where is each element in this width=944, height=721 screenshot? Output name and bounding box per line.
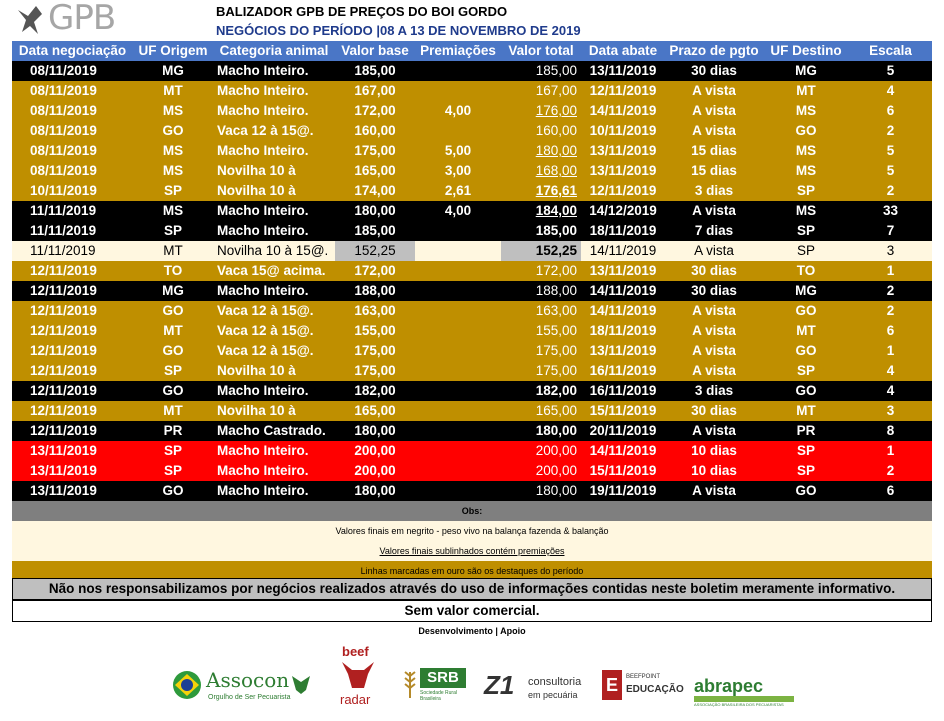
column-header: Data abate [581,41,665,61]
wheat-icon [402,668,418,700]
table-row [12,161,932,181]
scale-cell: 7 [849,221,932,241]
category-cell: Novilha 10 à [213,161,335,181]
disclaimer: Não nos responsabilizamos por negócios realizados através do uso de informações contidas neste boletim meramente informativo. [12,578,932,600]
column-header: Valor base [335,41,415,61]
date-cell: 12/11/2019 [12,301,133,321]
table-row [12,441,932,461]
total-value-cell: 176,61 [501,181,581,201]
table-row [12,381,932,401]
base-value-cell: 165,00 [335,161,415,181]
base-value-cell: 180,00 [335,421,415,441]
category-cell: Vaca 15@ acima. [213,261,335,281]
base-value-cell: 175,00 [335,141,415,161]
base-value-cell: 174,00 [335,181,415,201]
scale-cell: 3 [849,401,932,421]
scale-cell: 5 [849,141,932,161]
table-row [12,301,932,321]
uf-origin-cell: TO [133,261,213,281]
table-row [12,481,932,501]
payment-term-cell: 30 dias [665,401,763,421]
bull-head-icon [290,672,312,694]
logo-text: GPB [48,0,116,38]
payment-term-cell: A vista [665,101,763,121]
category-cell: Macho Inteiro. [213,461,335,481]
scale-cell: 5 [849,61,932,81]
payment-term-cell: A vista [665,201,763,221]
table-row [12,61,932,81]
uf-origin-cell: MS [133,161,213,181]
premium-cell [415,381,501,401]
uf-destination-cell: GO [763,121,849,141]
total-value-cell: 168,00 [501,161,581,181]
slaughter-date-cell: 12/11/2019 [581,81,665,101]
date-cell: 12/11/2019 [12,341,133,361]
slaughter-date-cell: 13/11/2019 [581,141,665,161]
category-cell: Novilha 10 à [213,401,335,421]
bull-icon [340,660,376,690]
total-value-cell: 152,25 [501,241,581,261]
uf-destination-cell: MS [763,161,849,181]
premium-cell: 4,00 [415,201,501,221]
category-cell: Novilha 10 à 15@. [213,241,335,261]
column-header: UF Destino [763,41,849,61]
slaughter-date-cell: 12/11/2019 [581,181,665,201]
premium-cell [415,421,501,441]
base-value-cell: 185,00 [335,221,415,241]
uf-destination-cell: GO [763,301,849,321]
date-cell: 08/11/2019 [12,141,133,161]
uf-origin-cell: MG [133,281,213,301]
slaughter-date-cell: 14/12/2019 [581,201,665,221]
payment-term-cell: A vista [665,341,763,361]
payment-term-cell: 15 dias [665,161,763,181]
obs-label: Obs: [12,501,932,521]
table-row [12,141,932,161]
uf-origin-cell: SP [133,181,213,201]
uf-destination-cell: MS [763,141,849,161]
premium-cell [415,441,501,461]
base-value-cell: 180,00 [335,201,415,221]
premium-cell [415,221,501,241]
column-header: Data negociação [12,41,133,61]
base-value-cell: 188,00 [335,281,415,301]
total-value-cell: 185,00 [501,61,581,81]
payment-term-cell: 30 dias [665,261,763,281]
category-cell: Macho Inteiro. [213,201,335,221]
beef-radar-logo: beef radar [334,644,384,714]
column-header: Valor total [501,41,581,61]
table-row [12,181,932,201]
date-cell: 13/11/2019 [12,441,133,461]
uf-destination-cell: SP [763,361,849,381]
uf-origin-cell: SP [133,221,213,241]
slaughter-date-cell: 15/11/2019 [581,461,665,481]
date-cell: 08/11/2019 [12,121,133,141]
scale-cell: 33 [849,201,932,221]
report-subtitle: NEGÓCIOS DO PERÍODO |08 A 13 DE NOVEMBRO DE 2019 [216,23,581,38]
date-cell: 08/11/2019 [12,81,133,101]
report-title: BALIZADOR GPB DE PREÇOS DO BOI GORDO [216,4,508,19]
slaughter-date-cell: 13/11/2019 [581,261,665,281]
category-cell: Novilha 10 à [213,361,335,381]
premium-cell [415,301,501,321]
base-value-cell: 172,00 [335,261,415,281]
payment-term-cell: 30 dias [665,61,763,81]
table-row [12,121,932,141]
slaughter-date-cell: 14/11/2019 [581,281,665,301]
scale-cell: 8 [849,421,932,441]
uf-origin-cell: SP [133,361,213,381]
table-row [12,261,932,281]
uf-origin-cell: SP [133,461,213,481]
uf-origin-cell: MT [133,401,213,421]
category-cell: Macho Inteiro. [213,441,335,461]
payment-term-cell: 10 dias [665,461,763,481]
scale-cell: 2 [849,281,932,301]
base-value-cell: 180,00 [335,481,415,501]
underline-values-note: Valores finais sublinhados contém premiações [12,541,932,561]
uf-origin-cell: MT [133,241,213,261]
uf-destination-cell: GO [763,381,849,401]
date-cell: 08/11/2019 [12,161,133,181]
z1-consultoria-logo: Z1 consultoria em pecuária [484,670,582,700]
uf-origin-cell: GO [133,341,213,361]
uf-origin-cell: GO [133,121,213,141]
total-value-cell: 155,00 [501,321,581,341]
uf-destination-cell: MT [763,81,849,101]
payment-term-cell: A vista [665,421,763,441]
premium-cell [415,361,501,381]
scale-cell: 4 [849,81,932,101]
uf-origin-cell: GO [133,301,213,321]
total-value-cell: 176,00 [501,101,581,121]
scale-cell: 6 [849,321,932,341]
scale-cell: 2 [849,121,932,141]
premium-cell [415,321,501,341]
premium-cell: 2,61 [415,181,501,201]
scale-cell: 6 [849,101,932,121]
total-value-cell: 165,00 [501,401,581,421]
date-cell: 12/11/2019 [12,361,133,381]
date-cell: 11/11/2019 [12,201,133,221]
premium-cell: 3,00 [415,161,501,181]
column-header: Escala [849,41,932,61]
e-icon: E [602,670,622,700]
date-cell: 11/11/2019 [12,221,133,241]
base-value-cell: 172,00 [335,101,415,121]
slaughter-date-cell: 18/11/2019 [581,321,665,341]
srb-logo: SRB Sociedade Rural Brasileira [402,666,470,706]
table-body [12,61,932,501]
scale-cell: 1 [849,441,932,461]
bird-logo-icon [18,6,42,34]
premium-cell [415,481,501,501]
gold-rows-note: Linhas marcadas em ouro são os destaques do período [12,561,932,581]
total-value-cell: 182,00 [501,381,581,401]
uf-destination-cell: MG [763,61,849,81]
total-value-cell: 175,00 [501,361,581,381]
slaughter-date-cell: 19/11/2019 [581,481,665,501]
category-cell: Novilha 10 à [213,181,335,201]
table-row [12,401,932,421]
total-value-cell: 180,00 [501,421,581,441]
base-value-cell: 160,00 [335,121,415,141]
slaughter-date-cell: 15/11/2019 [581,401,665,421]
scale-cell: 3 [849,241,932,261]
table-row [12,81,932,101]
scale-cell: 1 [849,261,932,281]
premium-cell [415,61,501,81]
total-value-cell: 163,00 [501,301,581,321]
uf-destination-cell: MT [763,401,849,421]
abrapec-logo: abrapec ASSOCIAÇÃO BRASILEIRA DOS PECUARISTAS [694,676,798,706]
slaughter-date-cell: 10/11/2019 [581,121,665,141]
uf-destination-cell: SP [763,221,849,241]
category-cell: Macho Inteiro. [213,141,335,161]
base-value-cell: 155,00 [335,321,415,341]
date-cell: 12/11/2019 [12,401,133,421]
payment-term-cell: 7 dias [665,221,763,241]
uf-origin-cell: GO [133,381,213,401]
payment-term-cell: 10 dias [665,441,763,461]
payment-term-cell: 3 dias [665,181,763,201]
slaughter-date-cell: 14/11/2019 [581,441,665,461]
table-row [12,321,932,341]
prices-table [12,41,932,501]
table-row [12,101,932,121]
base-value-cell: 200,00 [335,461,415,481]
column-header: Premiações [415,41,501,61]
table-row [12,461,932,481]
category-cell: Vaca 12 à 15@. [213,121,335,141]
uf-destination-cell: PR [763,421,849,441]
premium-cell [415,241,501,261]
uf-destination-cell: GO [763,341,849,361]
payment-term-cell: A vista [665,241,763,261]
slaughter-date-cell: 20/11/2019 [581,421,665,441]
table-row [12,201,932,221]
date-cell: 11/11/2019 [12,241,133,261]
uf-destination-cell: SP [763,181,849,201]
premium-cell: 5,00 [415,141,501,161]
uf-destination-cell: MG [763,281,849,301]
premium-cell [415,401,501,421]
scale-cell: 4 [849,361,932,381]
slaughter-date-cell: 18/11/2019 [581,221,665,241]
category-cell: Macho Inteiro. [213,281,335,301]
premium-cell [415,261,501,281]
date-cell: 08/11/2019 [12,101,133,121]
column-header: Prazo de pgto [665,41,763,61]
base-value-cell: 175,00 [335,341,415,361]
payment-term-cell: 3 dias [665,381,763,401]
scale-cell: 2 [849,301,932,321]
category-cell: Macho Inteiro. [213,81,335,101]
uf-destination-cell: MS [763,201,849,221]
premium-cell [415,281,501,301]
uf-origin-cell: MS [133,101,213,121]
total-value-cell: 175,00 [501,341,581,361]
development-support-label: Desenvolvimento | Apoio [418,626,526,636]
uf-origin-cell: MG [133,61,213,81]
total-value-cell: 180,00 [501,481,581,501]
table-row [12,241,932,261]
total-value-cell: 180,00 [501,141,581,161]
scale-cell: 4 [849,381,932,401]
slaughter-date-cell: 13/11/2019 [581,161,665,181]
assocon-logo: Assocon Orgulho de Ser Pecuarista [172,664,312,708]
scale-cell: 1 [849,341,932,361]
scale-cell: 5 [849,161,932,181]
uf-origin-cell: MS [133,201,213,221]
scale-cell: 6 [849,481,932,501]
date-cell: 12/11/2019 [12,281,133,301]
uf-destination-cell: MS [763,101,849,121]
uf-destination-cell: SP [763,461,849,481]
category-cell: Vaca 12 à 15@. [213,341,335,361]
sponsors-strip [166,640,804,718]
total-value-cell: 160,00 [501,121,581,141]
slaughter-date-cell: 13/11/2019 [581,61,665,81]
total-value-cell: 200,00 [501,441,581,461]
category-cell: Macho Inteiro. [213,381,335,401]
uf-destination-cell: SP [763,241,849,261]
date-cell: 13/11/2019 [12,461,133,481]
premium-cell [415,341,501,361]
total-value-cell: 200,00 [501,461,581,481]
brazil-flag-icon [172,670,202,700]
slaughter-date-cell: 14/11/2019 [581,101,665,121]
total-value-cell: 167,00 [501,81,581,101]
category-cell: Macho Inteiro. [213,221,335,241]
payment-term-cell: 15 dias [665,141,763,161]
table-row [12,421,932,441]
slaughter-date-cell: 14/11/2019 [581,301,665,321]
beefpoint-educacao-logo: E BEEFPOINT EDUCAÇÃO [602,670,684,706]
uf-destination-cell: MT [763,321,849,341]
category-cell: Macho Castrado. [213,421,335,441]
uf-origin-cell: MS [133,141,213,161]
base-value-cell: 200,00 [335,441,415,461]
payment-term-cell: A vista [665,481,763,501]
total-value-cell: 172,00 [501,261,581,281]
uf-destination-cell: TO [763,261,849,281]
base-value-cell: 165,00 [335,401,415,421]
base-value-cell: 167,00 [335,81,415,101]
table-row [12,361,932,381]
payment-term-cell: 30 dias [665,281,763,301]
date-cell: 12/11/2019 [12,321,133,341]
date-cell: 08/11/2019 [12,61,133,81]
base-value-cell: 175,00 [335,361,415,381]
table-row [12,281,932,301]
date-cell: 10/11/2019 [12,181,133,201]
scale-cell: 2 [849,461,932,481]
slaughter-date-cell: 16/11/2019 [581,361,665,381]
payment-term-cell: A vista [665,121,763,141]
uf-destination-cell: GO [763,481,849,501]
column-header: Categoria animal [213,41,335,61]
uf-origin-cell: SP [133,441,213,461]
column-header: UF Origem [133,41,213,61]
date-cell: 12/11/2019 [12,421,133,441]
payment-term-cell: A vista [665,321,763,341]
premium-cell: 4,00 [415,101,501,121]
category-cell: Macho Inteiro. [213,61,335,81]
slaughter-date-cell: 14/11/2019 [581,241,665,261]
total-value-cell: 185,00 [501,221,581,241]
date-cell: 12/11/2019 [12,261,133,281]
uf-origin-cell: PR [133,421,213,441]
no-commercial-value: Sem valor comercial. [12,600,932,622]
report-header [0,0,944,41]
scale-cell: 2 [849,181,932,201]
premium-cell [415,121,501,141]
total-value-cell: 188,00 [501,281,581,301]
payment-term-cell: A vista [665,81,763,101]
table-row [12,221,932,241]
base-value-cell: 163,00 [335,301,415,321]
uf-origin-cell: MT [133,81,213,101]
uf-destination-cell: SP [763,441,849,461]
category-cell: Macho Inteiro. [213,481,335,501]
total-value-cell: 184,00 [501,201,581,221]
premium-cell [415,461,501,481]
payment-term-cell: A vista [665,301,763,321]
category-cell: Vaca 12 à 15@. [213,321,335,341]
base-value-cell: 152,25 [335,241,415,261]
bold-values-note: Valores finais em negrito - peso vivo na balança fazenda & balanção [12,521,932,541]
base-value-cell: 185,00 [335,61,415,81]
date-cell: 12/11/2019 [12,381,133,401]
uf-origin-cell: MT [133,321,213,341]
uf-origin-cell: GO [133,481,213,501]
category-cell: Vaca 12 à 15@. [213,301,335,321]
payment-term-cell: A vista [665,361,763,381]
premium-cell [415,81,501,101]
base-value-cell: 182,00 [335,381,415,401]
slaughter-date-cell: 13/11/2019 [581,341,665,361]
table-row [12,341,932,361]
category-cell: Macho Inteiro. [213,101,335,121]
slaughter-date-cell: 16/11/2019 [581,381,665,401]
date-cell: 13/11/2019 [12,481,133,501]
table-header-row [12,41,932,61]
